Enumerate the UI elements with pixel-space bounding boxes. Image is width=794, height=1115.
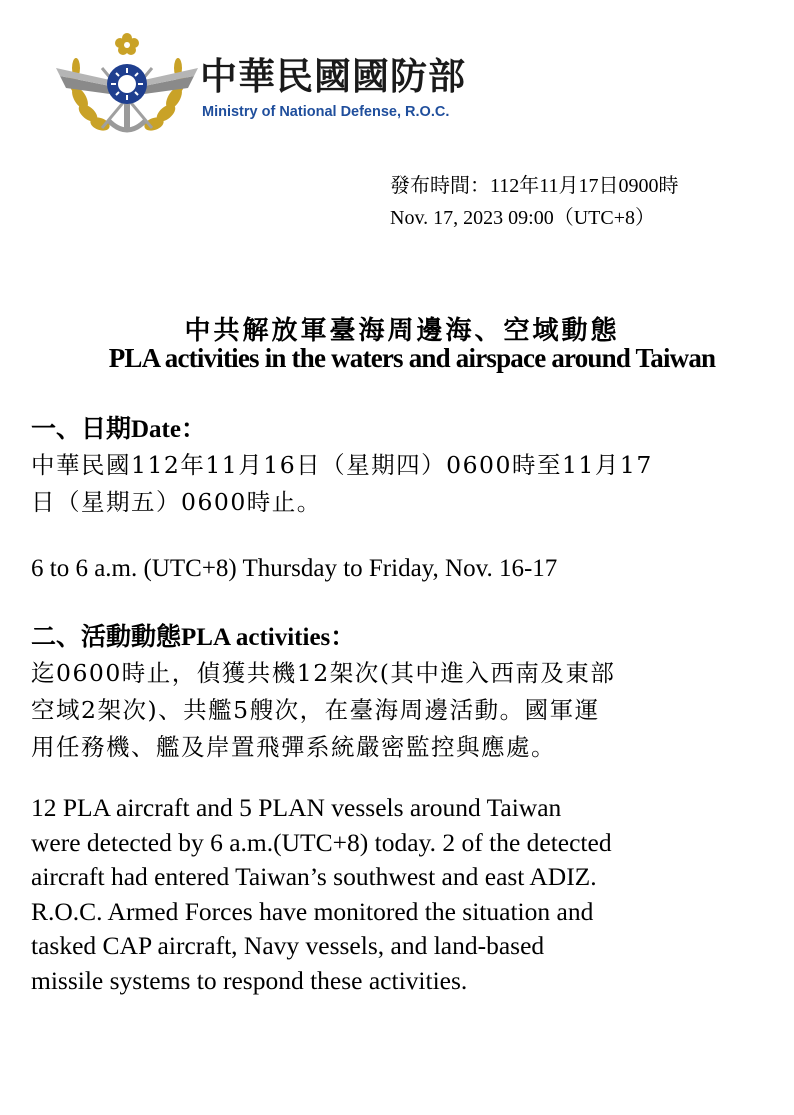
section-date-english (31, 551, 771, 586)
text-line: 用任務機、艦及岸置飛彈系統嚴密監控與應處。 (31, 733, 556, 761)
section-activities-body-chinese (31, 655, 771, 766)
section-activities-body-english (31, 791, 771, 998)
release-time-english: Nov. 17, 2023 09:00（UTC+8） (390, 207, 655, 229)
text-line: tasked CAP aircraft, Navy vessels, and land-based (31, 931, 545, 960)
section-date-body-english: 6 to 6 a.m. (UTC+8) Thursday to Friday, Nov. 16-17 (31, 555, 558, 582)
text-line: 中華民國112年11月16日（星期四）0600時至11月17 (31, 451, 653, 479)
org-name-chinese: 中華民國國防部 (200, 55, 466, 98)
document-title-chinese: 中共解放軍臺海周邊海、空域動態 (184, 316, 620, 346)
text-line: R.O.C. Armed Forces have monitored the situation and (31, 896, 594, 926)
section-activities-heading: 二、活動動態PLA activities： (31, 624, 356, 651)
section-date (31, 412, 771, 521)
org-name-english: Ministry of National Defense, R.O.C. (202, 104, 450, 120)
text-line: missile systems to respond these activities. (31, 965, 468, 995)
text-line: were detected by 6 a.m.(UTC+8) today. 2 of the detected (31, 827, 612, 857)
section-activities (31, 620, 771, 766)
text-line: 日（星期五）0600時止。 (31, 488, 322, 516)
release-time (390, 170, 679, 234)
letterhead (52, 28, 512, 148)
section-date-body-chinese (31, 447, 771, 521)
text-line: 12 PLA aircraft and 5 PLAN vessels around Taiwan (31, 793, 562, 822)
text-line: 空域2架次)、共艦5艘次，在臺海周邊活動。國軍運 (31, 696, 600, 724)
section-date-heading: 一、日期Date： (31, 416, 206, 443)
mnd-emblem-icon (52, 28, 202, 146)
text-line: aircraft had entered Taiwan’s southwest and east ADIZ. (31, 862, 597, 891)
document-title-english: PLA activities in the waters and airspace around Taiwan (108, 343, 716, 373)
text-line: 迄0600時止，偵獲共機12架次(其中進入西南及東部 (31, 659, 616, 687)
release-time-chinese: 發布時間：112年11月17日0900時 (390, 175, 679, 197)
